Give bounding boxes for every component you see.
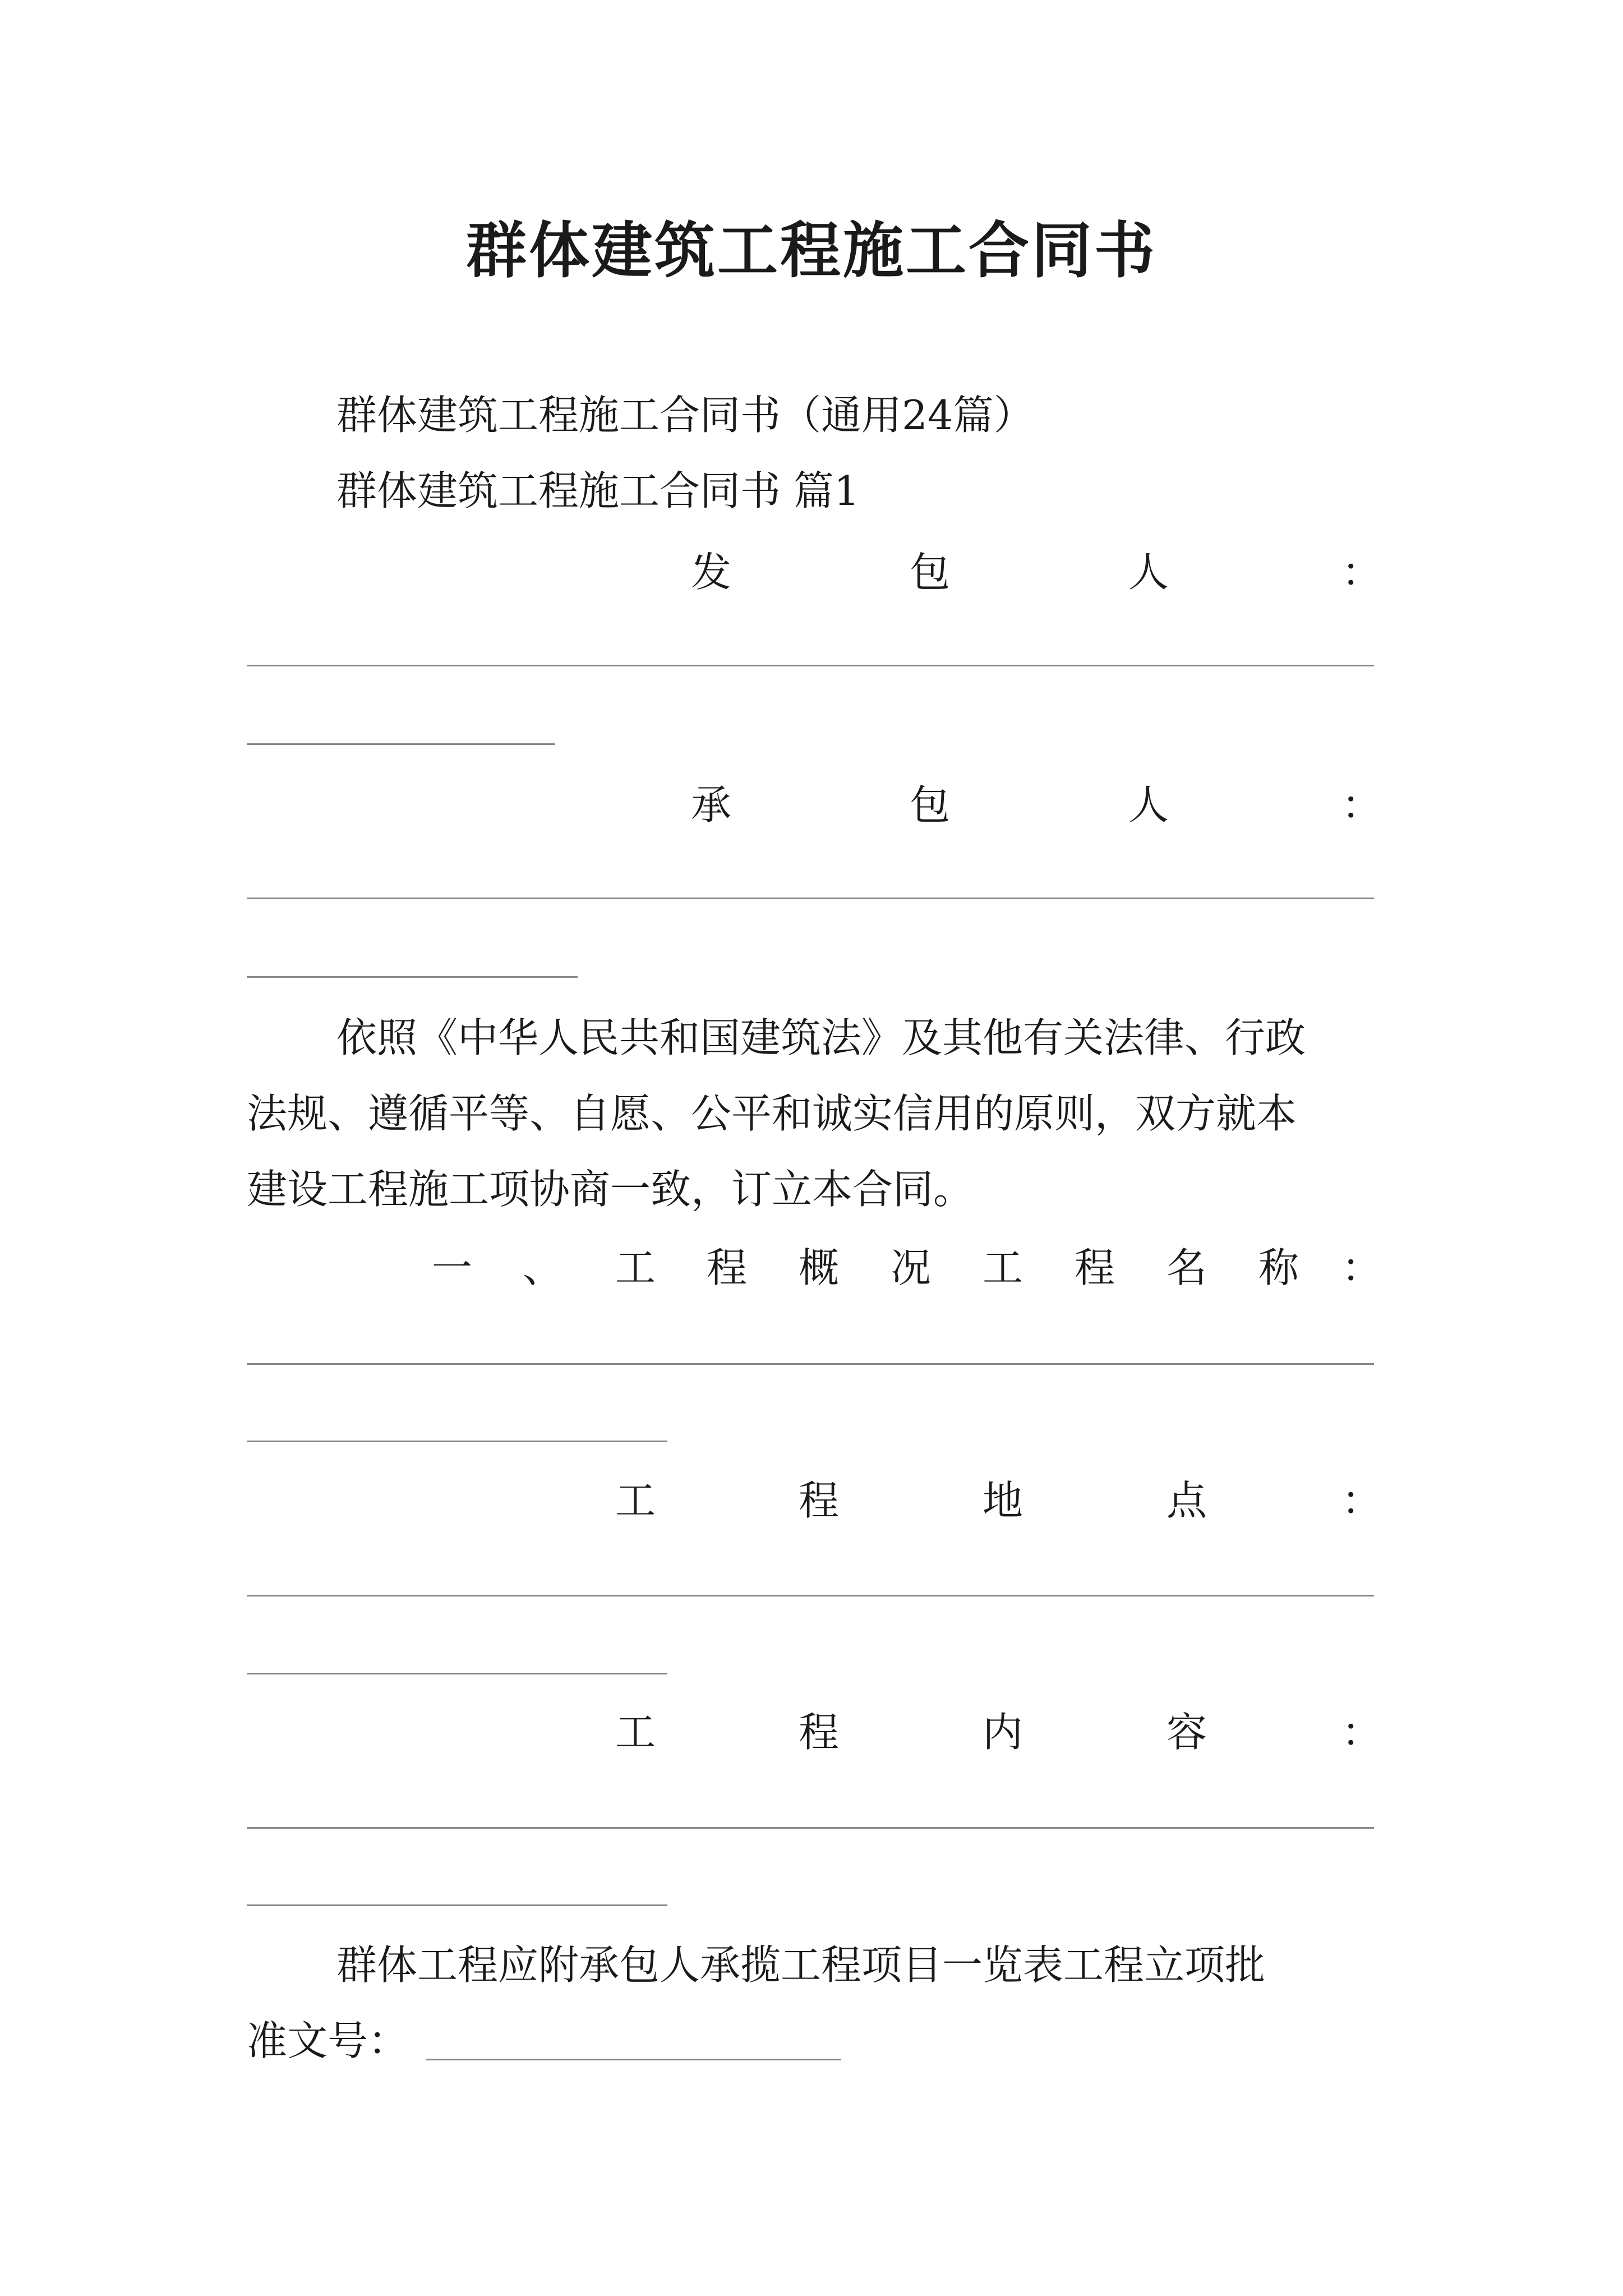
party-b-blank-line xyxy=(247,898,1374,899)
project-content-char: 内 xyxy=(983,1709,1023,1756)
project-content-char: 工 xyxy=(615,1709,656,1756)
project-content-char: 程 xyxy=(799,1709,840,1756)
project-name-label xyxy=(0,1243,1623,1293)
project-site-char: 工 xyxy=(615,1477,656,1524)
party-b-char: ： xyxy=(1341,781,1382,829)
project-site-char: 程 xyxy=(799,1477,840,1524)
paragraph-line: 建设工程施工项协商一致，订立本合同。 xyxy=(247,1166,974,1213)
paragraph-line: 依照《中华人民共和国建筑法》及其他有关法律、行政 xyxy=(336,1014,1306,1061)
project-content-label xyxy=(0,1707,1623,1757)
project-site-blank-line xyxy=(247,1673,667,1674)
party-a-char: 发 xyxy=(691,549,732,596)
party-b-blank-line xyxy=(247,976,578,978)
project-site-blank-line xyxy=(247,1595,1374,1596)
party-a-char: 包 xyxy=(910,549,951,596)
document-title: 群体建筑工程施工合同书 xyxy=(465,215,1157,286)
paragraph-line: 群体工程应附承包人承揽工程项目一览表工程立项批 xyxy=(336,1941,1266,1989)
project-site-label xyxy=(0,1475,1623,1526)
paragraph-line: 法规、遵循平等、自愿、公平和诚实信用的原则，双方就本 xyxy=(247,1090,1297,1137)
project-name-char: 名 xyxy=(1166,1244,1207,1291)
project-name-char: 程 xyxy=(707,1244,748,1291)
project-site-char: ： xyxy=(1341,1477,1382,1524)
party-a-blank-line xyxy=(247,743,555,745)
party-a-blank-line xyxy=(247,665,1374,666)
party-b-char: 人 xyxy=(1128,781,1169,829)
party-a-char: ： xyxy=(1341,549,1382,596)
project-name-char: 称 xyxy=(1258,1244,1299,1291)
project-name-blank-line xyxy=(247,1441,667,1442)
paragraph-line: 准文号： xyxy=(247,2017,409,2064)
project-name-blank-line xyxy=(247,1363,1374,1365)
project-content-blank-line xyxy=(247,1904,667,1906)
section-heading: 群体建筑工程施工合同书 篇1 xyxy=(336,467,860,514)
project-name-char: 、 xyxy=(523,1244,564,1291)
project-name-char: ： xyxy=(1341,1244,1382,1291)
project-content-char: 容 xyxy=(1166,1709,1207,1756)
project-name-char: 况 xyxy=(891,1244,932,1291)
party-a-label xyxy=(0,547,1623,597)
project-site-char: 地 xyxy=(983,1477,1023,1524)
project-content-char: ： xyxy=(1341,1709,1382,1756)
party-b-char: 承 xyxy=(691,781,732,829)
project-content-blank-line xyxy=(247,1827,1374,1829)
project-name-char: 程 xyxy=(1075,1244,1115,1291)
party-a-char: 人 xyxy=(1128,549,1169,596)
party-b-char: 包 xyxy=(910,781,951,829)
project-name-char: 一 xyxy=(432,1244,473,1291)
party-b-label xyxy=(0,780,1623,830)
document-subtitle: 群体建筑工程施工合同书（通用24篇） xyxy=(336,392,1034,439)
project-name-char: 工 xyxy=(983,1244,1023,1291)
project-name-char: 工 xyxy=(615,1244,656,1291)
approval-number-blank-line xyxy=(426,2059,841,2060)
project-site-char: 点 xyxy=(1166,1477,1207,1524)
project-name-char: 概 xyxy=(799,1244,840,1291)
